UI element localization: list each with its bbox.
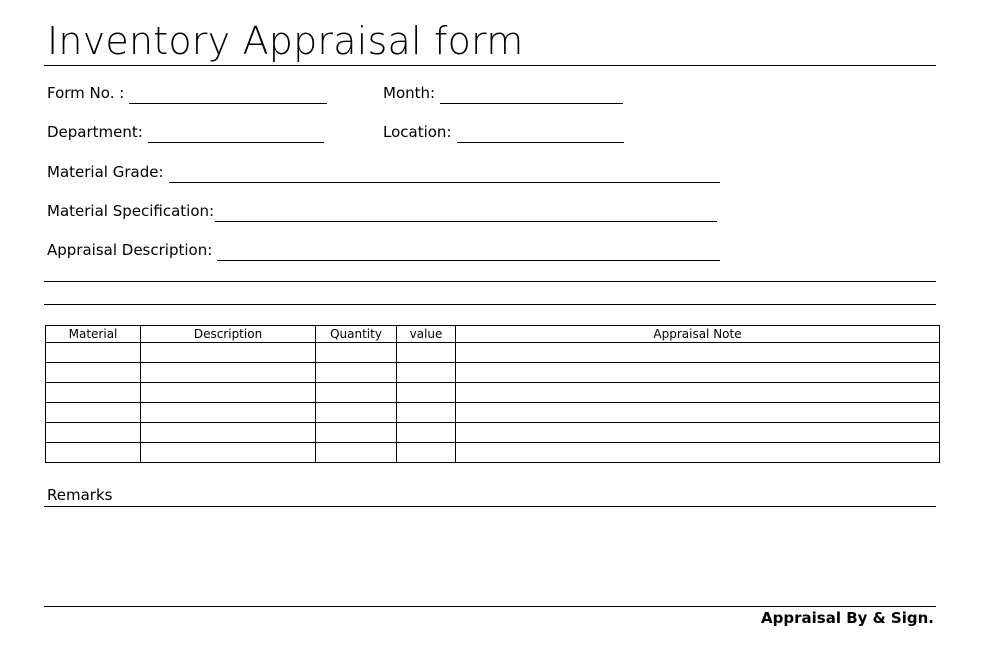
department-label: Department: <box>47 123 143 141</box>
col-header-quantity: Quantity <box>316 326 397 343</box>
table-cell[interactable] <box>141 383 316 403</box>
table-cell[interactable] <box>397 343 456 363</box>
description-continuation-line-1[interactable] <box>44 281 936 282</box>
table-cell[interactable] <box>397 363 456 383</box>
table-cell[interactable] <box>141 423 316 443</box>
month-label: Month: <box>383 84 436 102</box>
material-grade-field <box>47 163 720 183</box>
page-title: Inventory Appraisal form <box>47 19 524 63</box>
col-header-appraisal-note: Appraisal Note <box>456 326 940 343</box>
location-field <box>383 123 624 143</box>
table-cell[interactable] <box>46 423 141 443</box>
table-cell[interactable] <box>397 403 456 423</box>
table-cell[interactable] <box>46 443 141 463</box>
material-specification-label: Material Specification: <box>47 202 215 220</box>
col-header-value: value <box>397 326 456 343</box>
table-row <box>46 383 940 403</box>
table-cell[interactable] <box>456 443 940 463</box>
table-cell[interactable] <box>46 403 141 423</box>
department-field <box>47 123 324 143</box>
location-blank[interactable] <box>457 126 624 143</box>
col-header-description: Description <box>141 326 316 343</box>
table-header-row <box>46 326 940 343</box>
month-field <box>383 84 623 104</box>
table-row <box>46 423 940 443</box>
table-cell[interactable] <box>141 363 316 383</box>
location-label: Location: <box>383 123 452 141</box>
form-no-label: Form No. : <box>47 84 125 102</box>
title-divider <box>44 65 936 66</box>
material-specification-blank[interactable] <box>215 205 717 222</box>
remarks-rule <box>44 506 936 507</box>
appraisal-description-label: Appraisal Description: <box>47 241 213 259</box>
appraisal-description-field <box>47 241 720 261</box>
signature-label: Appraisal By & Sign. <box>761 609 934 627</box>
table-cell[interactable] <box>456 403 940 423</box>
appraisal-description-blank[interactable] <box>217 244 720 261</box>
material-grade-label: Material Grade: <box>47 163 164 181</box>
table-cell[interactable] <box>316 423 397 443</box>
appraisal-table <box>45 325 940 463</box>
remarks-label: Remarks <box>47 486 113 504</box>
material-grade-blank[interactable] <box>169 166 720 183</box>
table-cell[interactable] <box>46 383 141 403</box>
form-no-field <box>47 84 327 104</box>
form-no-blank[interactable] <box>129 87 327 104</box>
table-cell[interactable] <box>456 363 940 383</box>
col-header-material: Material <box>46 326 141 343</box>
table-cell[interactable] <box>316 443 397 463</box>
table-row <box>46 443 940 463</box>
table-cell[interactable] <box>456 343 940 363</box>
table-cell[interactable] <box>141 343 316 363</box>
table-cell[interactable] <box>316 403 397 423</box>
table-cell[interactable] <box>316 363 397 383</box>
table-cell[interactable] <box>456 423 940 443</box>
table-row <box>46 403 940 423</box>
material-specification-field <box>47 202 717 222</box>
table-row <box>46 363 940 383</box>
signature-rule[interactable] <box>44 606 936 607</box>
table-cell[interactable] <box>456 383 940 403</box>
table-cell[interactable] <box>397 383 456 403</box>
month-blank[interactable] <box>440 87 623 104</box>
table-cell[interactable] <box>316 343 397 363</box>
table-cell[interactable] <box>46 343 141 363</box>
description-continuation-line-2[interactable] <box>44 304 936 305</box>
table-cell[interactable] <box>141 443 316 463</box>
table-cell[interactable] <box>141 403 316 423</box>
table-cell[interactable] <box>46 363 141 383</box>
table-row <box>46 343 940 363</box>
table-cell[interactable] <box>316 383 397 403</box>
department-blank[interactable] <box>148 126 324 143</box>
table-cell[interactable] <box>397 443 456 463</box>
table-cell[interactable] <box>397 423 456 443</box>
